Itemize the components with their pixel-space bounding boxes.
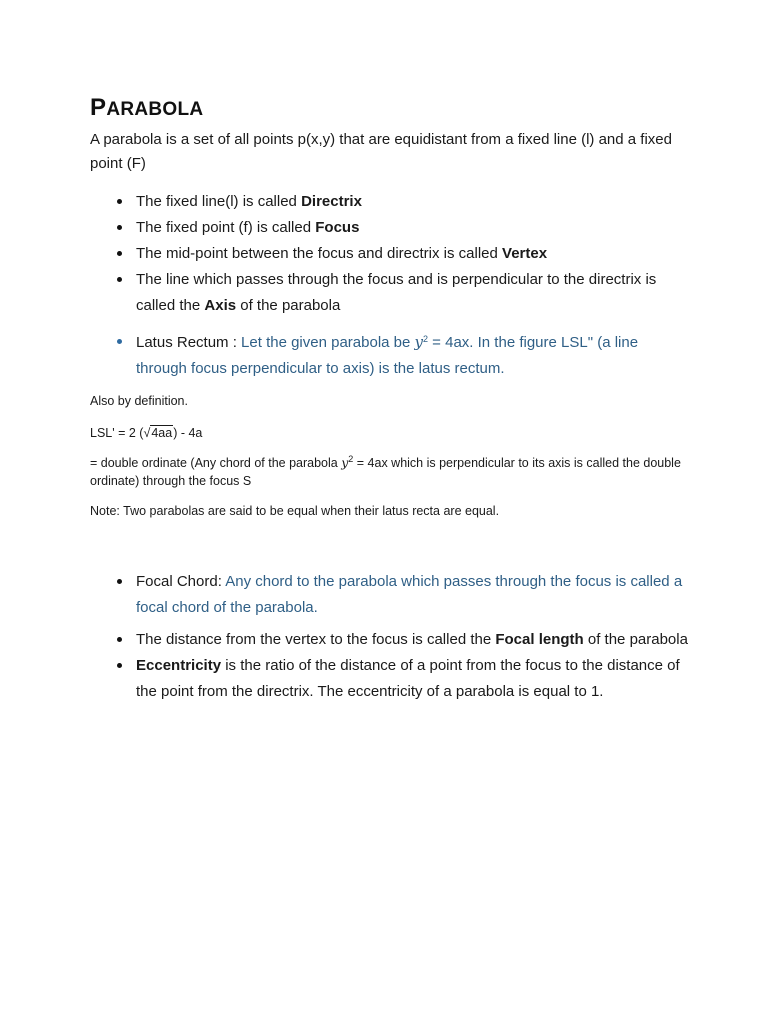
list-item: The fixed point (f) is called Focus <box>136 215 690 241</box>
latus-rectum-list <box>90 329 690 382</box>
intro-paragraph: A parabola is a set of all points p(x,y) that are equidistant from a fixed line (l) and a fixed point (F) <box>90 131 672 172</box>
document-page <box>90 94 690 705</box>
page-title: PARABOLA <box>90 94 204 121</box>
lsl-formula: LSL' = 2 (√4aa) - 4a <box>90 426 203 440</box>
latus-rectum-item: Latus Rectum : Let the given parabola be $y^2 = 4ax$. In the figure LSL" (a line through focus perpendicular to axis) is the latus rectum. <box>136 329 690 382</box>
note-text: Note: Two parabolas are said to be equal when their latus recta are equal. <box>90 504 500 518</box>
list-item: The line which passes through the focus and is perpendicular to the directrix is called the Axis of the parabola <box>136 267 690 319</box>
definitions-list <box>90 189 690 319</box>
double-ordinate-text: = double ordinate (Any chord of the parabola $y^2 = 4ax$ which is perpendicular to its axis is called the double ordinate) through the focus S <box>90 454 681 488</box>
focal-list <box>90 569 690 621</box>
focal-chord-item: Focal Chord: Any chord to the parabola which passes through the focus is called a focal chord of the parabola. <box>136 569 690 621</box>
properties-list <box>90 627 690 705</box>
eccentricity-item: Eccentricity is the ratio of the distance of a point from the focus to the distance of the point from the directrix. The eccentricity of a parabola is equal to 1. <box>136 653 690 705</box>
also-definition-text: Also by definition. <box>90 394 188 408</box>
focal-length-item: The distance from the vertex to the focus is called the Focal length of the parabola <box>136 627 690 653</box>
list-item: The mid-point between the focus and directrix is called Vertex <box>136 241 690 267</box>
list-item: The fixed line(l) is called Directrix <box>136 189 690 215</box>
